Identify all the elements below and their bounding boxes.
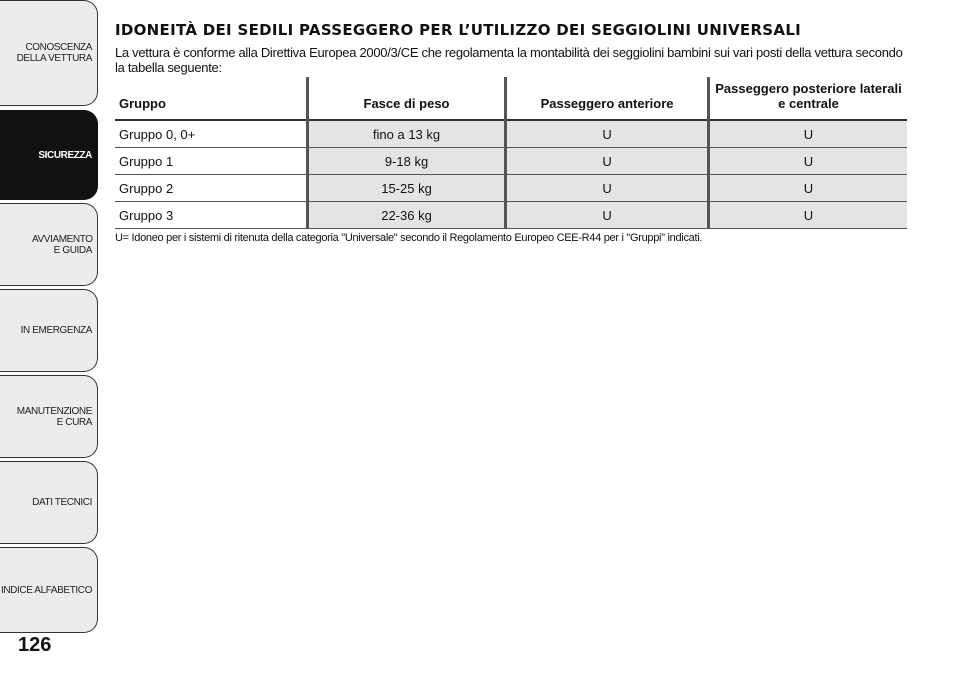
tab-label: AVVIAMENTO E GUIDA xyxy=(32,233,93,256)
table-header-row xyxy=(115,77,907,120)
table-row xyxy=(115,202,907,229)
tab-label: DATI TECNICI xyxy=(32,497,92,508)
intro-paragraph: La vettura è conforme alla Direttiva Europea 2000/3/CE che regolamenta la montabilità dei seggiolini bambini sui vari posti della vettura secondo la tabella seguente: xyxy=(115,45,903,75)
column-header-fasce-di-peso: Fasce di peso xyxy=(307,77,505,120)
tab-label: SICUREZZA xyxy=(38,149,92,161)
seat-suitability-table xyxy=(115,77,907,229)
tab-indice-alfabetico[interactable] xyxy=(0,547,98,633)
cell-gruppo: Gruppo 2 xyxy=(115,175,307,202)
cell-gruppo: Gruppo 3 xyxy=(115,202,307,229)
tab-label: IN EMERGENZA xyxy=(20,325,92,336)
cell-passeggero-posteriore: U xyxy=(708,175,907,202)
cell-passeggero-anteriore: U xyxy=(506,148,709,175)
cell-passeggero-posteriore: U xyxy=(708,120,907,148)
page-number: 126 xyxy=(18,634,52,656)
tab-conoscenza-della-vettura[interactable] xyxy=(0,0,98,106)
column-header-passeggero-posteriore: Passeggero posteriore laterali e centrale xyxy=(708,77,907,120)
tab-label: MANUTENZIONE E CURA xyxy=(16,405,92,428)
table-row xyxy=(115,120,907,148)
cell-fasce-di-peso: 22-36 kg xyxy=(307,202,505,229)
cell-passeggero-anteriore: U xyxy=(506,175,709,202)
main-content xyxy=(115,22,910,244)
tab-in-emergenza[interactable] xyxy=(0,289,98,372)
column-header-gruppo: Gruppo xyxy=(115,77,307,120)
section-title: IDONEITÀ DEI SEDILI PASSEGGERO PER L’UTILIZZO DEI SEGGIOLINI UNIVERSALI xyxy=(115,21,802,39)
cell-passeggero-posteriore: U xyxy=(708,148,907,175)
cell-gruppo: Gruppo 0, 0+ xyxy=(115,120,307,148)
cell-fasce-di-peso: fino a 13 kg xyxy=(307,120,505,148)
cell-passeggero-anteriore: U xyxy=(506,202,709,229)
tab-dati-tecnici[interactable] xyxy=(0,461,98,544)
column-header-passeggero-anteriore: Passeggero anteriore xyxy=(506,77,709,120)
cell-passeggero-posteriore: U xyxy=(708,202,907,229)
cell-fasce-di-peso: 15-25 kg xyxy=(307,175,505,202)
tab-sicurezza[interactable] xyxy=(0,110,98,200)
cell-fasce-di-peso: 9-18 kg xyxy=(307,148,505,175)
table-footnote: U= Idoneo per i sistemi di ritenuta della categoria "Universale" secondo il Regolamento Europeo CEE-R44 per i "Gruppi" indicati. xyxy=(115,232,703,244)
tab-avviamento-e-guida[interactable] xyxy=(0,203,98,286)
cell-gruppo: Gruppo 1 xyxy=(115,148,307,175)
chapter-sidebar xyxy=(0,0,100,686)
table-row xyxy=(115,148,907,175)
tab-label: CONOSCENZA DELLA VETTURA xyxy=(16,42,92,64)
table-row xyxy=(115,175,907,202)
cell-passeggero-anteriore: U xyxy=(506,120,709,148)
tab-manutenzione-e-cura[interactable] xyxy=(0,375,98,458)
tab-label: INDICE ALFABETICO xyxy=(0,584,92,596)
